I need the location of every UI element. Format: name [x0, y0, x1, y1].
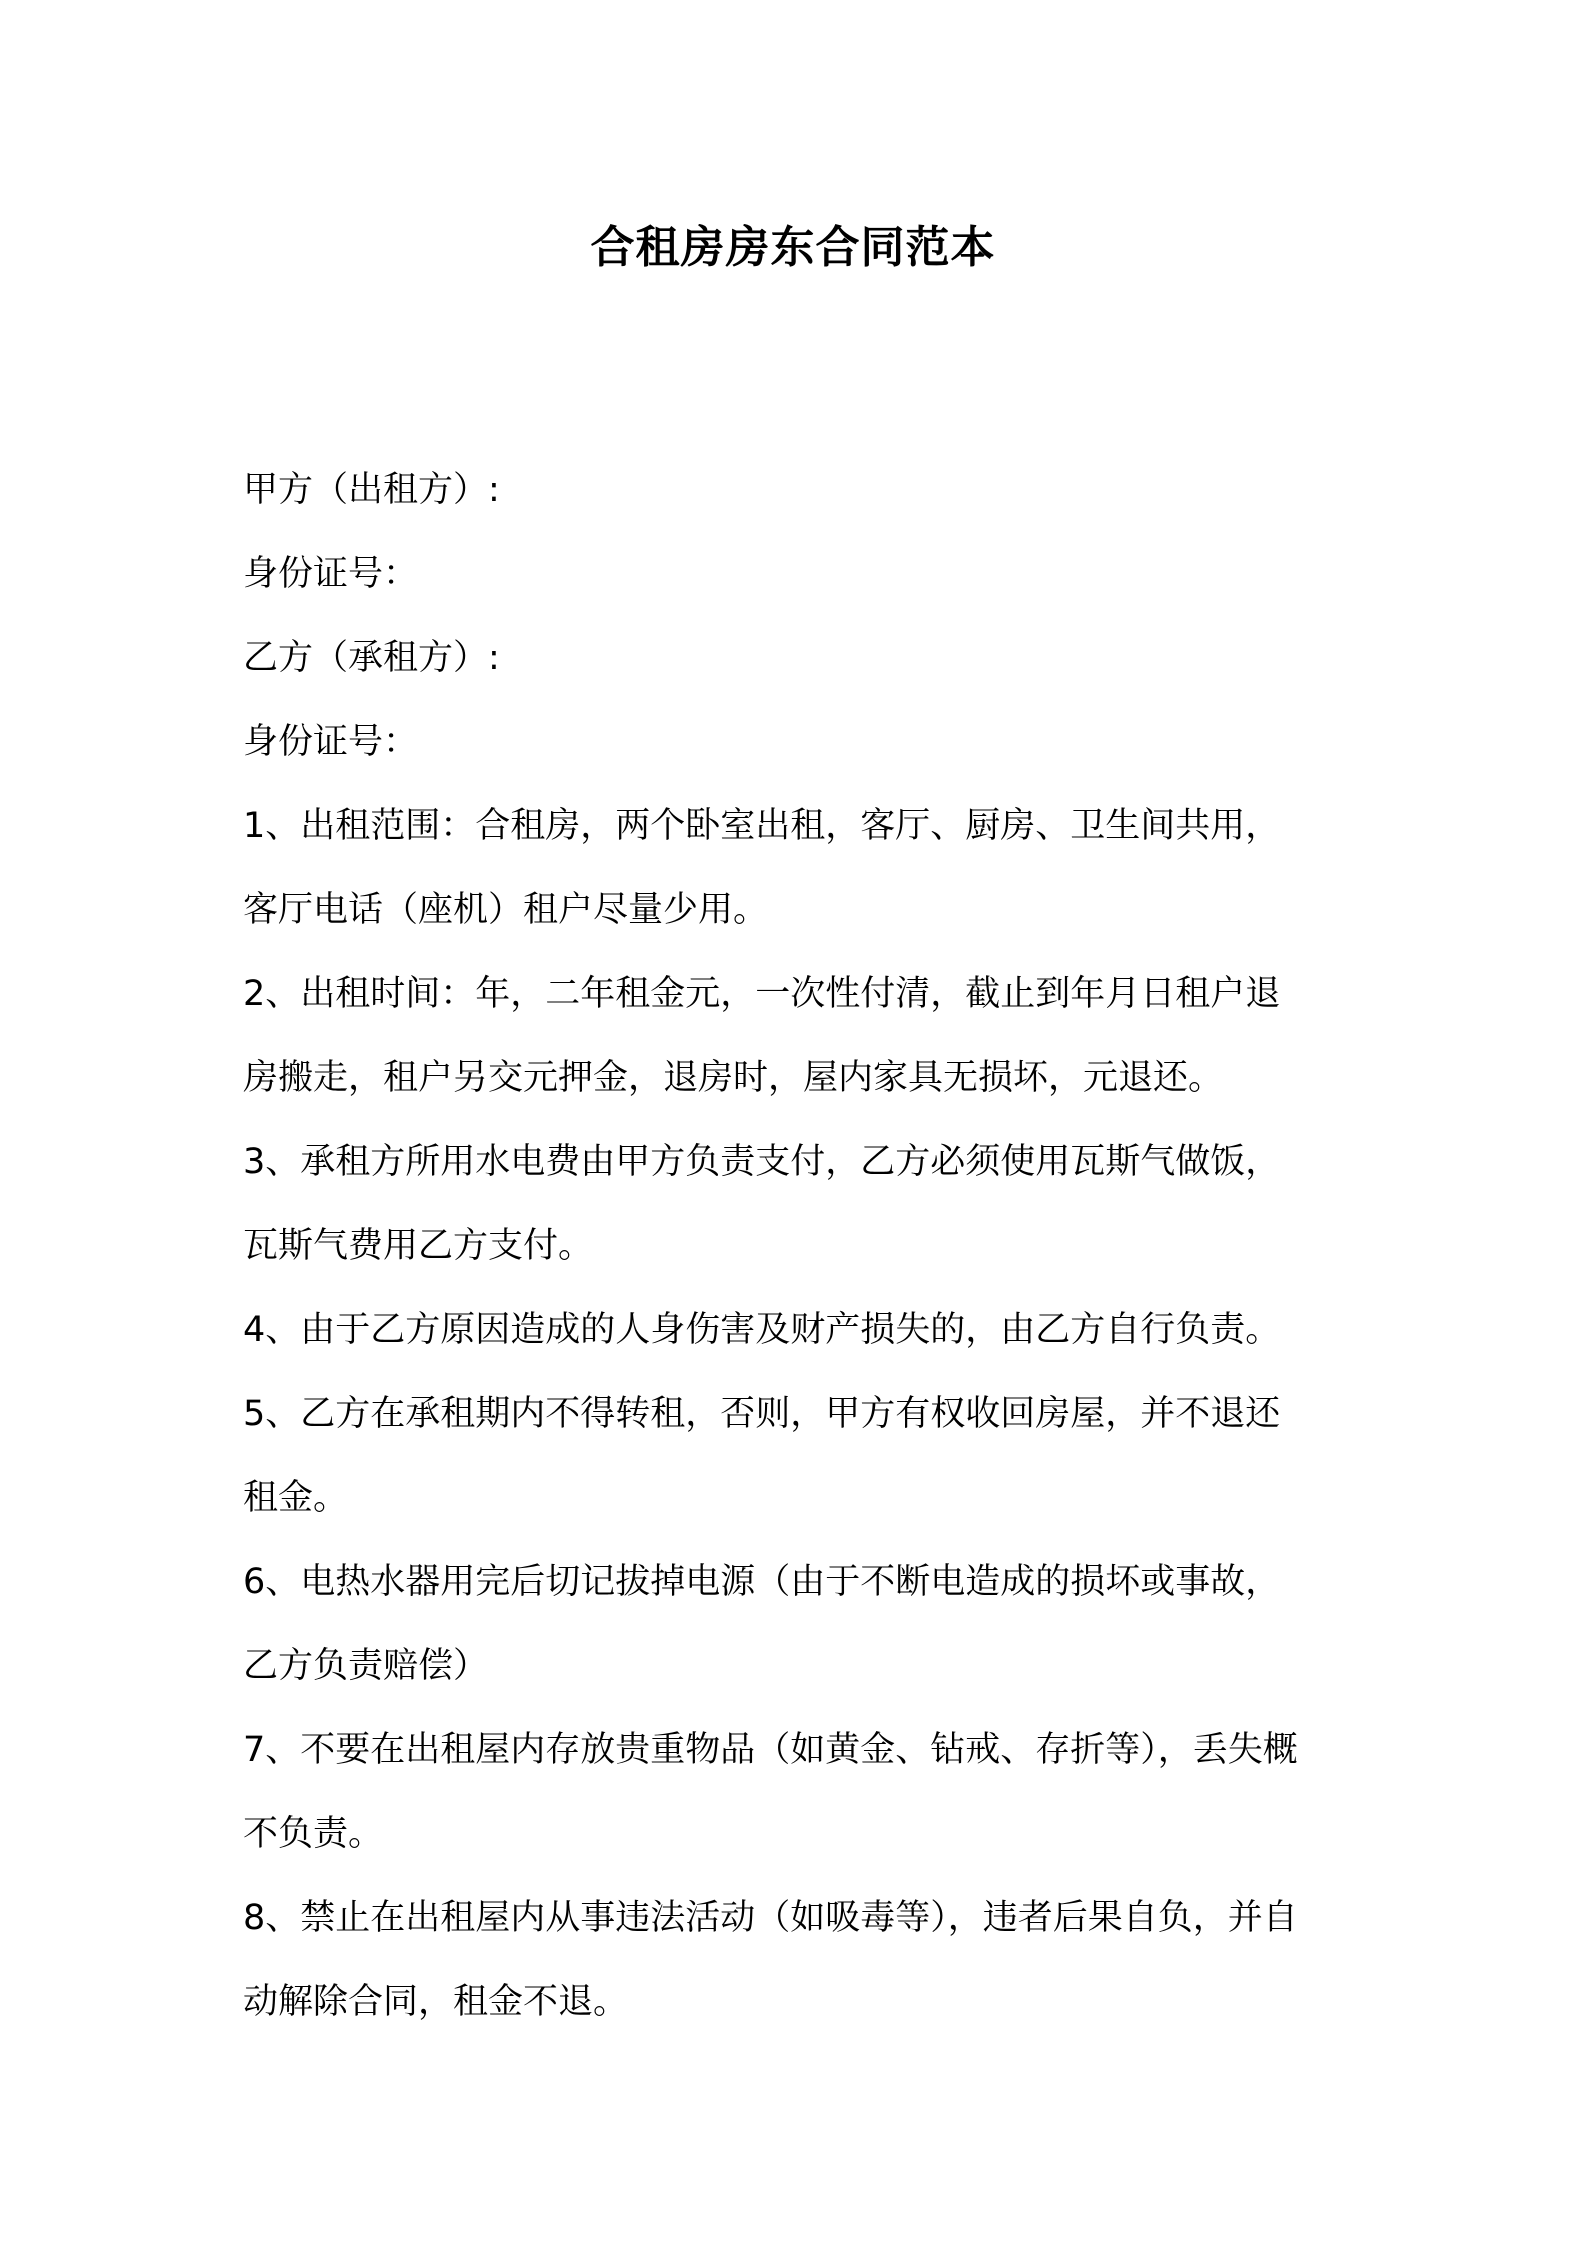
- clause-1-line-2: 客厅电话（座机）租户尽量少用。: [243, 890, 769, 930]
- clause-5-line-1: 5、乙方在承租期内不得转租，否则，甲方有权收回房屋，并不退还: [243, 1394, 1281, 1434]
- clause-4-line-1: 4、由于乙方原因造成的人身伤害及财产损失的，由乙方自行负责。: [243, 1310, 1281, 1350]
- party-a-id-line: 身份证号：: [243, 554, 419, 594]
- clause-7-line-2: 不负责。: [243, 1814, 384, 1854]
- clause-6-line-2: 乙方负责赔偿）: [243, 1646, 489, 1686]
- clause-8-line-1: 8、禁止在出租屋内从事违法活动（如吸毒等），违者后果自负，并自: [243, 1898, 1298, 1938]
- clause-2-line-1: 2、出租时间：年，二年租金元，一次性付清，截止到年月日租户退: [243, 974, 1281, 1014]
- document-title: 合租房房东合同范本: [590, 222, 996, 273]
- clause-6-line-1: 6、电热水器用完后切记拔掉电源（由于不断电造成的损坏或事故，: [243, 1562, 1281, 1602]
- party-b-id-line: 身份证号：: [243, 722, 419, 762]
- party-a-line: 甲方（出租方）:: [243, 470, 500, 510]
- clause-1-line-1: 1、出租范围：合租房，两个卧室出租，客厅、厨房、卫生间共用，: [243, 806, 1281, 846]
- clause-3-line-1: 3、承租方所用水电费由甲方负责支付，乙方必须使用瓦斯气做饭，: [243, 1142, 1281, 1182]
- document-body: [243, 448, 1353, 2044]
- clause-3-line-2: 瓦斯气费用乙方支付。: [243, 1226, 594, 1266]
- clause-7-line-1: 7、不要在出租屋内存放贵重物品（如黄金、钻戒、存折等），丢失概: [243, 1730, 1298, 1770]
- party-b-line: 乙方（承租方）:: [243, 638, 500, 678]
- clause-8-line-2: 动解除合同，租金不退。: [243, 1982, 629, 2022]
- clause-2-line-2: 房搬走，租户另交元押金，退房时，屋内家具无损坏，元退还。: [243, 1058, 1224, 1098]
- clause-5-line-2: 租金。: [243, 1478, 349, 1518]
